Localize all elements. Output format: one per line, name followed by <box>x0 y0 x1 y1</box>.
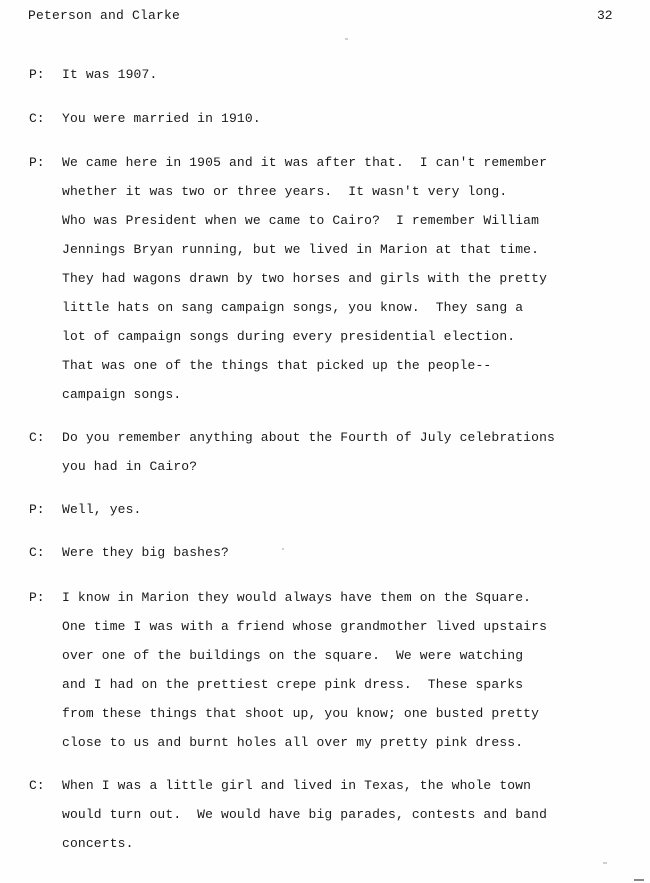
transcript-line: Who was President when we came to Cairo? I remember William <box>62 213 540 228</box>
scan-edge-mark <box>634 879 644 881</box>
transcript-line: over one of the buildings on the square. We were watching <box>62 648 524 663</box>
transcript-line: whether it was two or three years. It wasn't very long. <box>62 184 508 199</box>
transcript-line: campaign songs. <box>62 387 182 402</box>
transcript-line: I know in Marion they would always have them on the Square. <box>62 590 532 605</box>
speaker-label: P: <box>29 590 45 605</box>
transcript-line: Jennings Bryan running, but we lived in Marion at that time. <box>62 242 540 257</box>
page-header-title: Peterson and Clarke <box>28 8 181 23</box>
speaker-label: P: <box>29 67 45 82</box>
transcript-line: lot of campaign songs during every presidential election. <box>62 329 516 344</box>
speaker-label: C: <box>29 778 45 793</box>
transcript-line: They had wagons drawn by two horses and girls with the pretty <box>62 271 548 286</box>
page-number: 32 <box>597 8 613 23</box>
transcript-line: We came here in 1905 and it was after that. I can't remember <box>62 155 548 170</box>
transcript-line: Were they big bashes? <box>62 545 229 560</box>
transcript-line: close to us and burnt holes all over my pretty pink dress. <box>62 735 524 750</box>
speaker-label: C: <box>29 545 45 560</box>
transcript-line: you had in Cairo? <box>62 459 198 474</box>
transcript-line: It was 1907. <box>62 67 158 82</box>
transcript-line: would turn out. We would have big parades, contests and band <box>62 807 548 822</box>
transcript-line: That was one of the things that picked up the people-- <box>62 358 492 373</box>
transcript-line: When I was a little girl and lived in Texas, the whole town <box>62 778 532 793</box>
transcript-line: Do you remember anything about the Fourth of July celebrations <box>62 430 555 445</box>
transcript-line: You were married in 1910. <box>62 111 261 126</box>
scan-speck <box>345 38 348 40</box>
transcript-line: Well, yes. <box>62 502 142 517</box>
scan-speck <box>282 548 284 550</box>
transcript-line: and I had on the prettiest crepe pink dress. These sparks <box>62 677 524 692</box>
transcript-line: little hats on sang campaign songs, you know. They sang a <box>62 300 524 315</box>
transcript-line: from these things that shoot up, you know; one busted pretty <box>62 706 540 721</box>
speaker-label: C: <box>29 430 45 445</box>
speaker-label: P: <box>29 502 45 517</box>
speaker-label: P: <box>29 155 45 170</box>
transcript-line: One time I was with a friend whose grandmother lived upstairs <box>62 619 548 634</box>
speaker-label: C: <box>29 111 45 126</box>
transcript-line: concerts. <box>62 836 134 851</box>
scan-speck <box>603 862 607 864</box>
